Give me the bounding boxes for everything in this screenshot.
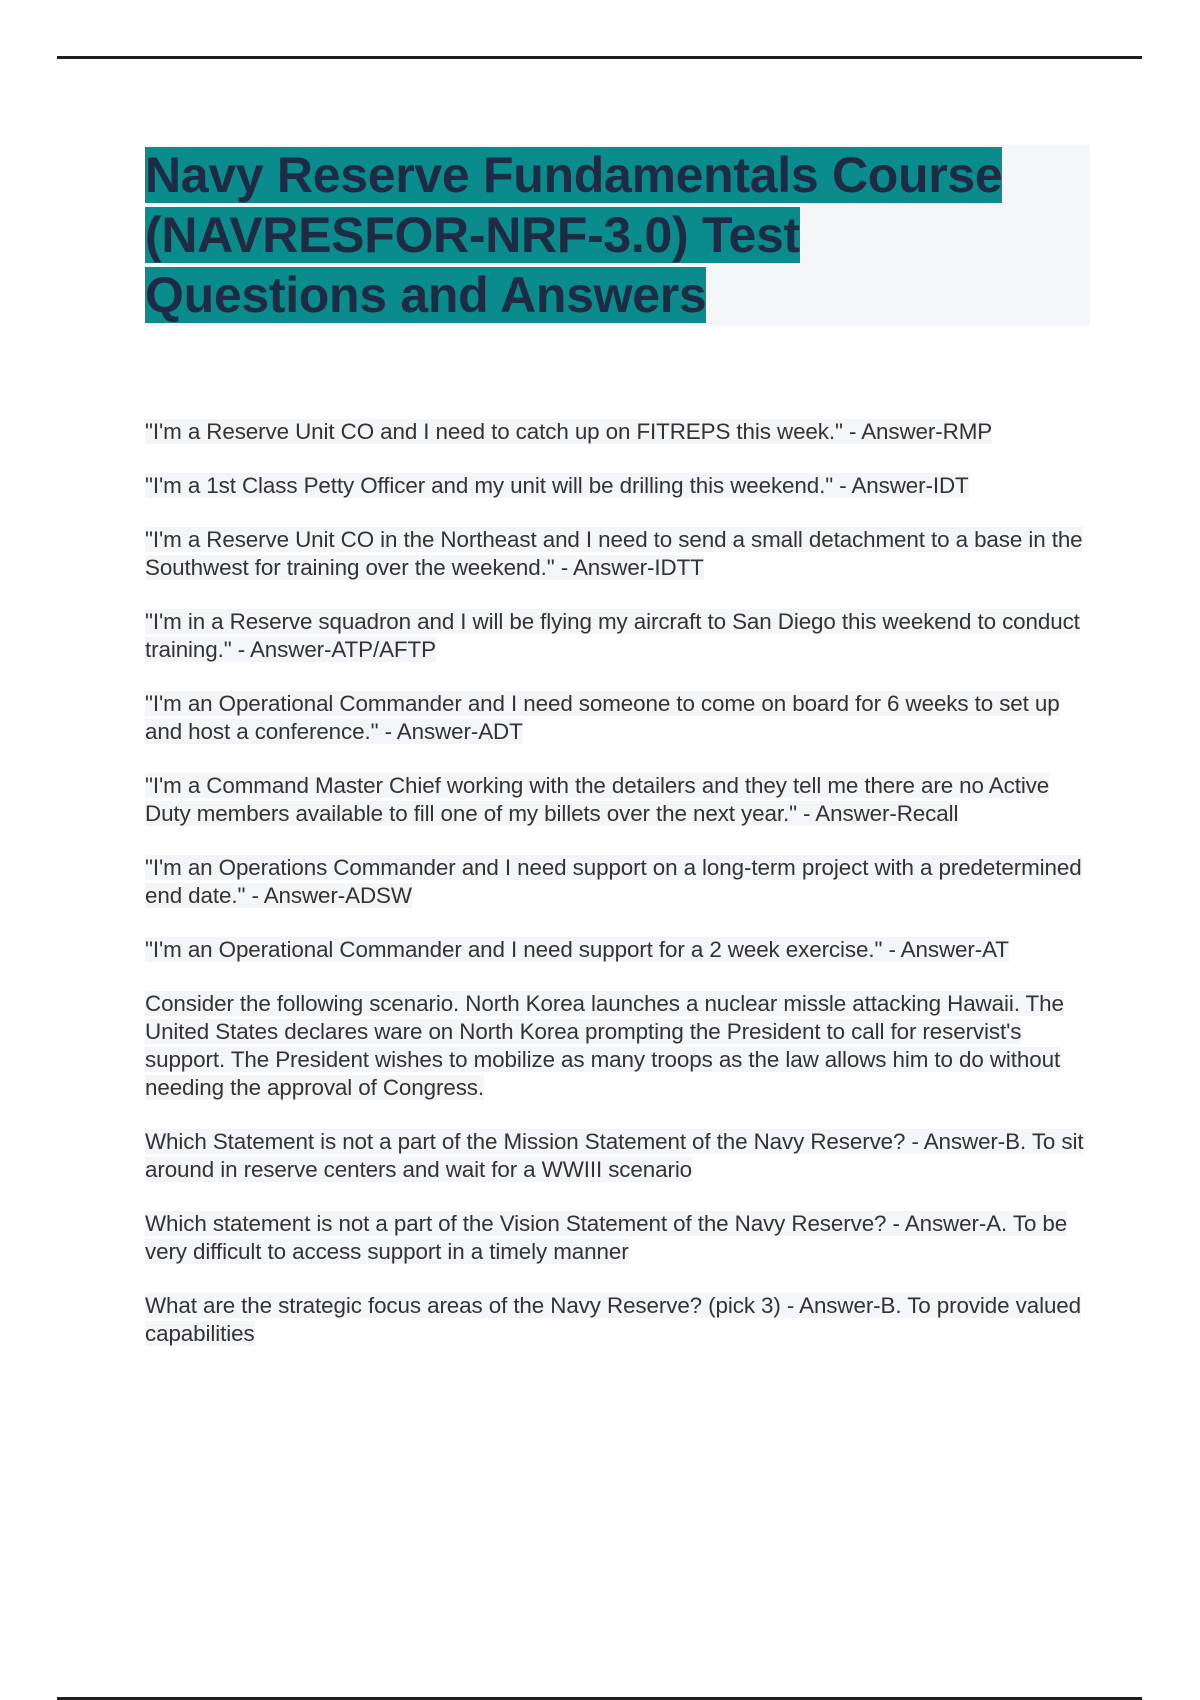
qa-item: Which statement is not a part of the Vision Statement of the Navy Reserve? - Answer-A. To be very difficult to access support in a timely manner <box>145 1211 1068 1264</box>
qa-item: "I'm a Command Master Chief working with the detailers and they tell me there are no Active Duty members available to fill one of my billets over the next year." - Answer-Recall <box>145 773 1050 826</box>
top-rule <box>57 56 1142 59</box>
page-title <box>145 145 1090 325</box>
qa-item: "I'm in a Reserve squadron and I will be flying my aircraft to San Diego this weekend to conduct training." - Answer-ATP/AFTP <box>145 609 1080 662</box>
qa-list <box>145 418 1095 1374</box>
title-line-3: Questions and Answers <box>145 267 707 323</box>
qa-item: What are the strategic focus areas of the Navy Reserve? (pick 3) - Answer-B. To provide valued capabilities <box>145 1293 1082 1346</box>
qa-item: "I'm a Reserve Unit CO and I need to catch up on FITREPS this week." - Answer-RMP <box>145 419 993 444</box>
qa-item: "I'm an Operations Commander and I need support on a long-term project with a predetermined end date." - Answer-ADSW <box>145 855 1082 908</box>
title-block <box>145 145 1090 326</box>
title-line-1: Navy Reserve Fundamentals Course <box>145 147 1003 203</box>
scenario-paragraph: Consider the following scenario. North Korea launches a nuclear missle attacking Hawaii. The United States declares ware on North Korea prompting the President to call for reservist's support. The President wishes to mobilize as many troops as the law allows him to do without needing the approval of Congress. <box>145 991 1064 1100</box>
title-line-2: (NAVRESFOR-NRF-3.0) Test <box>145 207 800 263</box>
qa-item: "I'm a Reserve Unit CO in the Northeast and I need to send a small detachment to a base in the Southwest for training over the weekend." - Answer-IDTT <box>145 527 1083 580</box>
qa-item: Which Statement is not a part of the Mission Statement of the Navy Reserve? - Answer-B. To sit around in reserve centers and wait for a WWIII scenario <box>145 1129 1084 1182</box>
qa-item: "I'm an Operational Commander and I need support for a 2 week exercise." - Answer-AT <box>145 937 1009 962</box>
qa-item: "I'm a 1st Class Petty Officer and my unit will be drilling this weekend." - Answer-IDT <box>145 473 969 498</box>
qa-item: "I'm an Operational Commander and I need someone to come on board for 6 weeks to set up and host a conference." - Answer-ADT <box>145 691 1060 744</box>
